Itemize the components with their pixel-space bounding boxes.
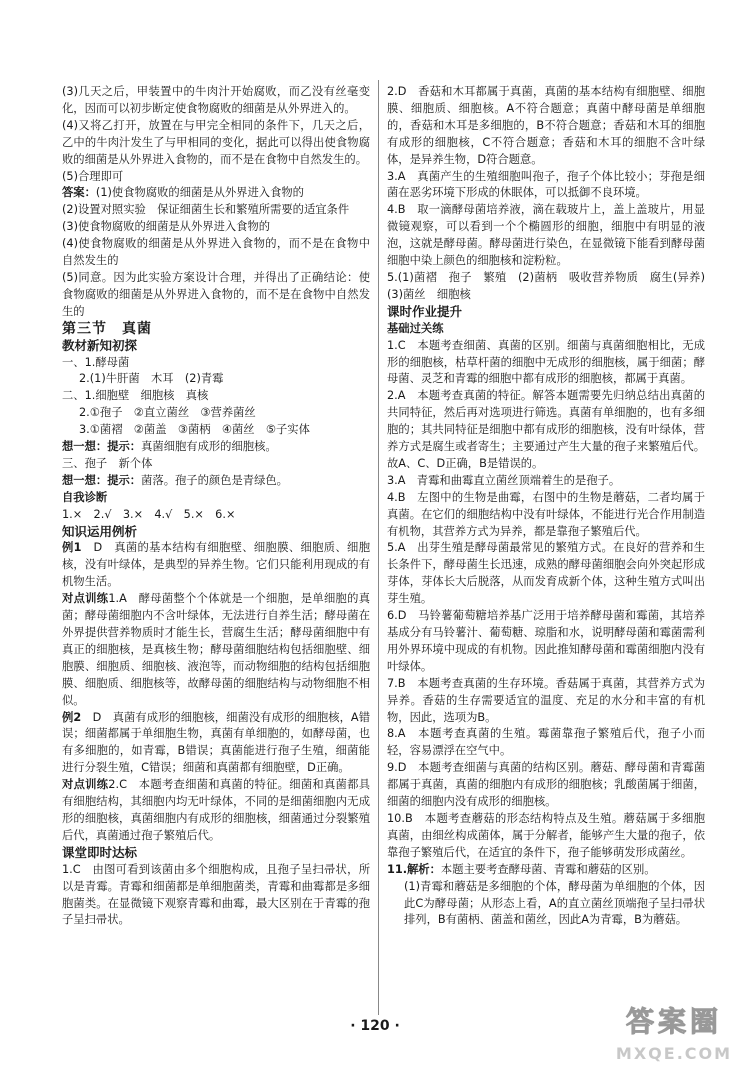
- text-line: [387, 169, 705, 203]
- text-line: [62, 405, 370, 422]
- answer-label: 答案：: [62, 186, 96, 200]
- line-text: 2.①孢子 ②直立菌丝 ③营养菌丝: [79, 406, 256, 420]
- line-text: 8.A 本题考查真菌的生殖。霉菌靠孢子繁殖后代，孢子小而轻，容易漂浮在空气中。: [387, 727, 705, 758]
- right-column: [387, 84, 717, 929]
- answer-line: [62, 591, 370, 709]
- answer-label: 11.解析：: [387, 862, 441, 876]
- line-text: 本题主要考查酵母菌、青霉和蘑菇的区别。: [440, 862, 656, 876]
- subheading: [387, 321, 705, 338]
- line-text: (1)青霉和蘑菇是多细胞的个体，酵母菌为单细胞的个体，因此C为酵母菌；从形态上看，A的直立菌丝顶端孢子呈扫帚状排列，B有菌柄、菌盖和菌丝，因此A为青霉，B为蘑菇。: [404, 879, 705, 927]
- answer-line: [62, 777, 370, 845]
- answer-label: 例1: [62, 541, 94, 555]
- line-text: 2.C 本题考查细菌和真菌的特征。细菌和真菌都具有细胞结构，其细胞内均无叶绿体，不同的是细菌细胞内无成形的细胞核，真菌细胞内有成形的细胞核，细菌通过分裂繁殖后代，真菌通过孢子繁殖后代。: [62, 778, 370, 842]
- line-text: 6.D 马铃薯葡萄糖培养基广泛用于培养酵母菌和霉菌，其培养基成分有马铃薯汁、葡萄糖、琼脂和水，说明酵母菌和霉菌需利用外界环境中现成的有机物。因此推知酵母菌和霉菌细胞内没有叶绿体。: [387, 609, 705, 673]
- line-text: 2.(1)牛肝菌 木耳 (2)青霉: [79, 372, 224, 386]
- line-text: 课时作业提升: [387, 303, 463, 319]
- text-line: [62, 507, 370, 524]
- line-text: (4)又将乙打开，放置在与甲完全相同的条件下，几天之后，乙中的牛肉汁发生了与甲相同的变化，据此可以得出使食物腐败的细菌是从外界进入食物的，而不是在食物中自然发生的。: [62, 118, 370, 166]
- answer-label: 想一想：提示：: [62, 473, 142, 487]
- line-text: (5)同意。因为此实验方案设计合理，并得出了正确结论：使食物腐败的细菌是从外界进入食物的，而不是在食物中自然发生的: [62, 270, 370, 318]
- text-line: [387, 726, 705, 760]
- line-text: 3.A 真菌产生的生殖细胞叫孢子，孢子个体比较小；芽孢是细菌在恶劣环境下形成的休眠体，可以抵御不良环境。: [387, 169, 705, 200]
- line-text: 3.①菌褶 ②菌盖 ③菌柄 ④菌丝 ⑤子实体: [79, 423, 310, 437]
- subsection-title: [62, 845, 370, 862]
- line-text: 5.(1)菌褶 孢子 繁殖 (2)菌柄 吸收营养物质 腐生(异养) (3)菌丝 细胞核: [387, 270, 717, 301]
- line-text: D 真菌的基本结构有细胞壁、细胞膜、细胞质、细胞核，没有叶绿体，是典型的异养生物。它们只能利用现成的有机物生活。: [62, 541, 370, 589]
- text-line: [62, 862, 370, 930]
- watermark-sub-text: MXQE.COM: [615, 1044, 733, 1063]
- text-line: [387, 270, 717, 304]
- text-line: [387, 676, 705, 727]
- answer-label: 想一想：提示：: [62, 440, 142, 454]
- answer-line: [62, 473, 370, 490]
- line-text: (3)几天之后，甲装置中的牛肉汁开始腐败，而乙没有丝毫变化，因而可以初步断定使食物腐败的细菌是从外界进入的。: [62, 85, 370, 115]
- text-line: [387, 490, 705, 541]
- text-line: [387, 760, 705, 811]
- answer-line: [62, 540, 370, 591]
- line-text: 4.B 取一滴酵母菌培养液，滴在载玻片上，盖上盖玻片，用显微镜观察，可以看到一个个椭圆形的细胞，细胞中有明显的液泡，这就是酵母菌。酵母菌进行染色，在显微镜下能看到酵母菌细胞中染上颜色的细胞核和淀粉粒。: [387, 203, 705, 268]
- answer-line: [62, 439, 370, 456]
- text-line: [62, 219, 370, 236]
- line-text: 基础过关练: [387, 321, 444, 335]
- text-line: [62, 456, 370, 473]
- line-text: 知识运用例析: [62, 523, 138, 539]
- watermark-logo: [604, 1000, 744, 1070]
- line-text: 7.B 本题考查真菌的生存环境。香菇属于真菌，其营养方式为异养。香菇的生存需要适宜的温度、充足的水分和丰富的有机物，因此，选项为B。: [387, 676, 705, 724]
- line-text: (2)设置对照实验 保证细菌生长和繁殖所需要的适宜条件: [62, 203, 350, 217]
- answer-line: [387, 862, 705, 879]
- text-line: [62, 371, 370, 388]
- answer-label: 对点训练: [62, 778, 109, 792]
- line-text: 真菌细胞有成形的细胞核。: [141, 440, 277, 454]
- text-line: [387, 608, 705, 676]
- line-text: (3)使食物腐败的细菌是从外界进入食物的: [62, 220, 271, 234]
- line-text: (4)使食物腐败的细菌是从外界进入食物的，而不是在食物中自然发生的: [62, 237, 370, 268]
- text-line: [387, 540, 705, 608]
- text-line: [387, 338, 705, 389]
- line-text: 2.A 本题考查真菌的特征。解答本题需要先归纳总结出真菌的共同特征，然后再对选项进行筛选。真菌有单细胞的，也有多细胞的；其共同特征是细胞中都有成形的细胞核，没有叶绿体，营养方式是腐生或者寄生；主要通过产生大量的孢子来繁殖后代。故A、C、D正确，B是错误的。: [387, 389, 705, 470]
- text-line: [387, 388, 705, 473]
- line-text: (1)使食物腐败的细菌是从外界进入食物的: [95, 186, 304, 200]
- line-text: (5)合理即可: [62, 169, 124, 183]
- line-text: 第三节 真菌: [62, 320, 152, 337]
- text-line: [62, 202, 370, 219]
- section-title: [62, 321, 370, 338]
- line-text: 1.C 本题考查细菌、真菌的区别。细菌与真菌细胞相比，无成形的细胞核，枯草杆菌的细胞中无成形的细胞核，属于细菌；酵母菌、灵芝和青霉的细胞中都有成形的细胞核，都属于真菌。: [387, 338, 705, 386]
- line-text: 10.B 本题考查蘑菇的形态结构特点及生殖。蘑菇属于多细胞真菌，由细丝构成菌体，属于分解者，能够产生大量的孢子，依靠孢子繁殖后代，在适宜的条件下，孢子能够萌发形成菌丝。: [387, 811, 705, 859]
- line-text: 9.D 本题考查细菌与真菌的结构区别。蘑菇、酵母菌和青霉菌都属于真菌，真菌的细胞内有成形的细胞核；乳酸菌属于细菌，细菌的细胞内没有成形的细胞核。: [387, 761, 705, 809]
- line-text: 教材新知初探: [62, 337, 138, 353]
- line-text: D 真菌有成形的细胞核，细菌没有成形的细胞核，A错误；细菌都属于单细胞生物，真菌有单细胞的，如酵母菌，也有多细胞的，如青霉，B错误；真菌能进行孢子生殖，细菌能进行分裂生殖，C错误；细菌和真菌都有细胞壁，D正确。: [62, 710, 370, 775]
- subsection-title: [62, 338, 370, 355]
- watermark-main-text: 答案圈: [625, 1005, 722, 1038]
- line-text: 菌落。孢子的颜色是青绿色。: [141, 473, 288, 487]
- text-line: [62, 388, 370, 405]
- line-text: 1.C 由图可看到该菌由多个细胞构成，且孢子呈扫帚状，所以是青霉。青霉和细菌都是单细胞菌类，青霉和曲霉都是多细胞菌类。在显微镜下观察青霉和曲霉，最大区别在于青霉的孢子呈扫帚状。: [62, 862, 370, 927]
- text-line: [387, 84, 705, 169]
- text-line: [62, 355, 370, 372]
- line-text: 4.B 左图中的生物是曲霉，右图中的生物是蘑菇，二者均属于真菌。在它们的细胞结构中没有叶绿体，不能进行光合作用制造有机物，其营养方式为异养，都是靠孢子繁殖后代。: [387, 490, 705, 538]
- line-text: 1.× 2.√ 3.× 4.√ 5.× 6.×: [62, 507, 236, 521]
- subsection-title: [62, 524, 370, 541]
- line-text: 课堂即时达标: [62, 844, 138, 860]
- line-text: 三、孢子 新个体: [62, 456, 153, 470]
- line-text: 3.A 青霉和曲霉直立菌丝顶端着生的是孢子。: [387, 473, 621, 487]
- text-line: [62, 169, 370, 186]
- left-column: [62, 84, 370, 929]
- text-line: [62, 236, 370, 270]
- subheading: [62, 490, 370, 507]
- line-text: 二、1.细胞壁 细胞核 真核: [62, 389, 209, 403]
- text-line: [387, 811, 705, 862]
- subsection-title: [387, 304, 705, 321]
- text-line: [387, 202, 705, 270]
- line-text: 2.D 香菇和木耳都属于真菌，真菌的基本结构有细胞壁、细胞膜、细胞质、细胞核。A不符合题意；真菌中酵母菌是单细胞的，香菇和木耳是多细胞的，B不符合题意；香菇和木耳的细胞有成形的细胞核，C不符合题意；香菇和木耳的细胞不含叶绿体，是异养生物，D符合题意。: [387, 85, 705, 166]
- text-line: [62, 118, 370, 169]
- line-text: 一、1.酵母菌: [62, 355, 130, 369]
- page-number: · 120 ·: [350, 1018, 400, 1034]
- line-text: 自我诊断: [62, 490, 108, 504]
- line-text: 5.A 出芽生殖是酵母菌最常见的繁殖方式。在良好的营养和生长条件下，酵母菌生长迅速，成熟的酵母菌细胞会向外突起形成芽体，芽体长大后脱落，从而发育成新个体，这种生殖方式叫出芽生殖。: [387, 541, 705, 606]
- text-line: [62, 270, 370, 321]
- line-text: 1.A 酵母菌整个个体就是一个细胞，是单细胞的真菌；酵母菌细胞内不含叶绿体，无法进行自养生活；酵母菌在外界提供营养物质时才能生长，营腐生生活；酵母菌细胞中有真正的细胞核，是真核生物；酵母菌细胞结构包括细胞壁、细胞膜、细胞质、细胞核、液泡等，而动物细胞的结构包括细胞膜、细胞质、细胞核等，故酵母菌的细胞结构与动物细胞不相似。: [62, 592, 370, 707]
- answer-label: 例2: [62, 710, 93, 724]
- answer-line: [62, 185, 370, 202]
- text-line: [62, 84, 370, 118]
- text-line: [387, 879, 705, 930]
- answer-line: [62, 710, 370, 778]
- answer-label: 对点训练: [62, 592, 109, 606]
- text-line: [62, 422, 370, 439]
- text-line: [387, 473, 705, 490]
- column-divider: [378, 80, 379, 1015]
